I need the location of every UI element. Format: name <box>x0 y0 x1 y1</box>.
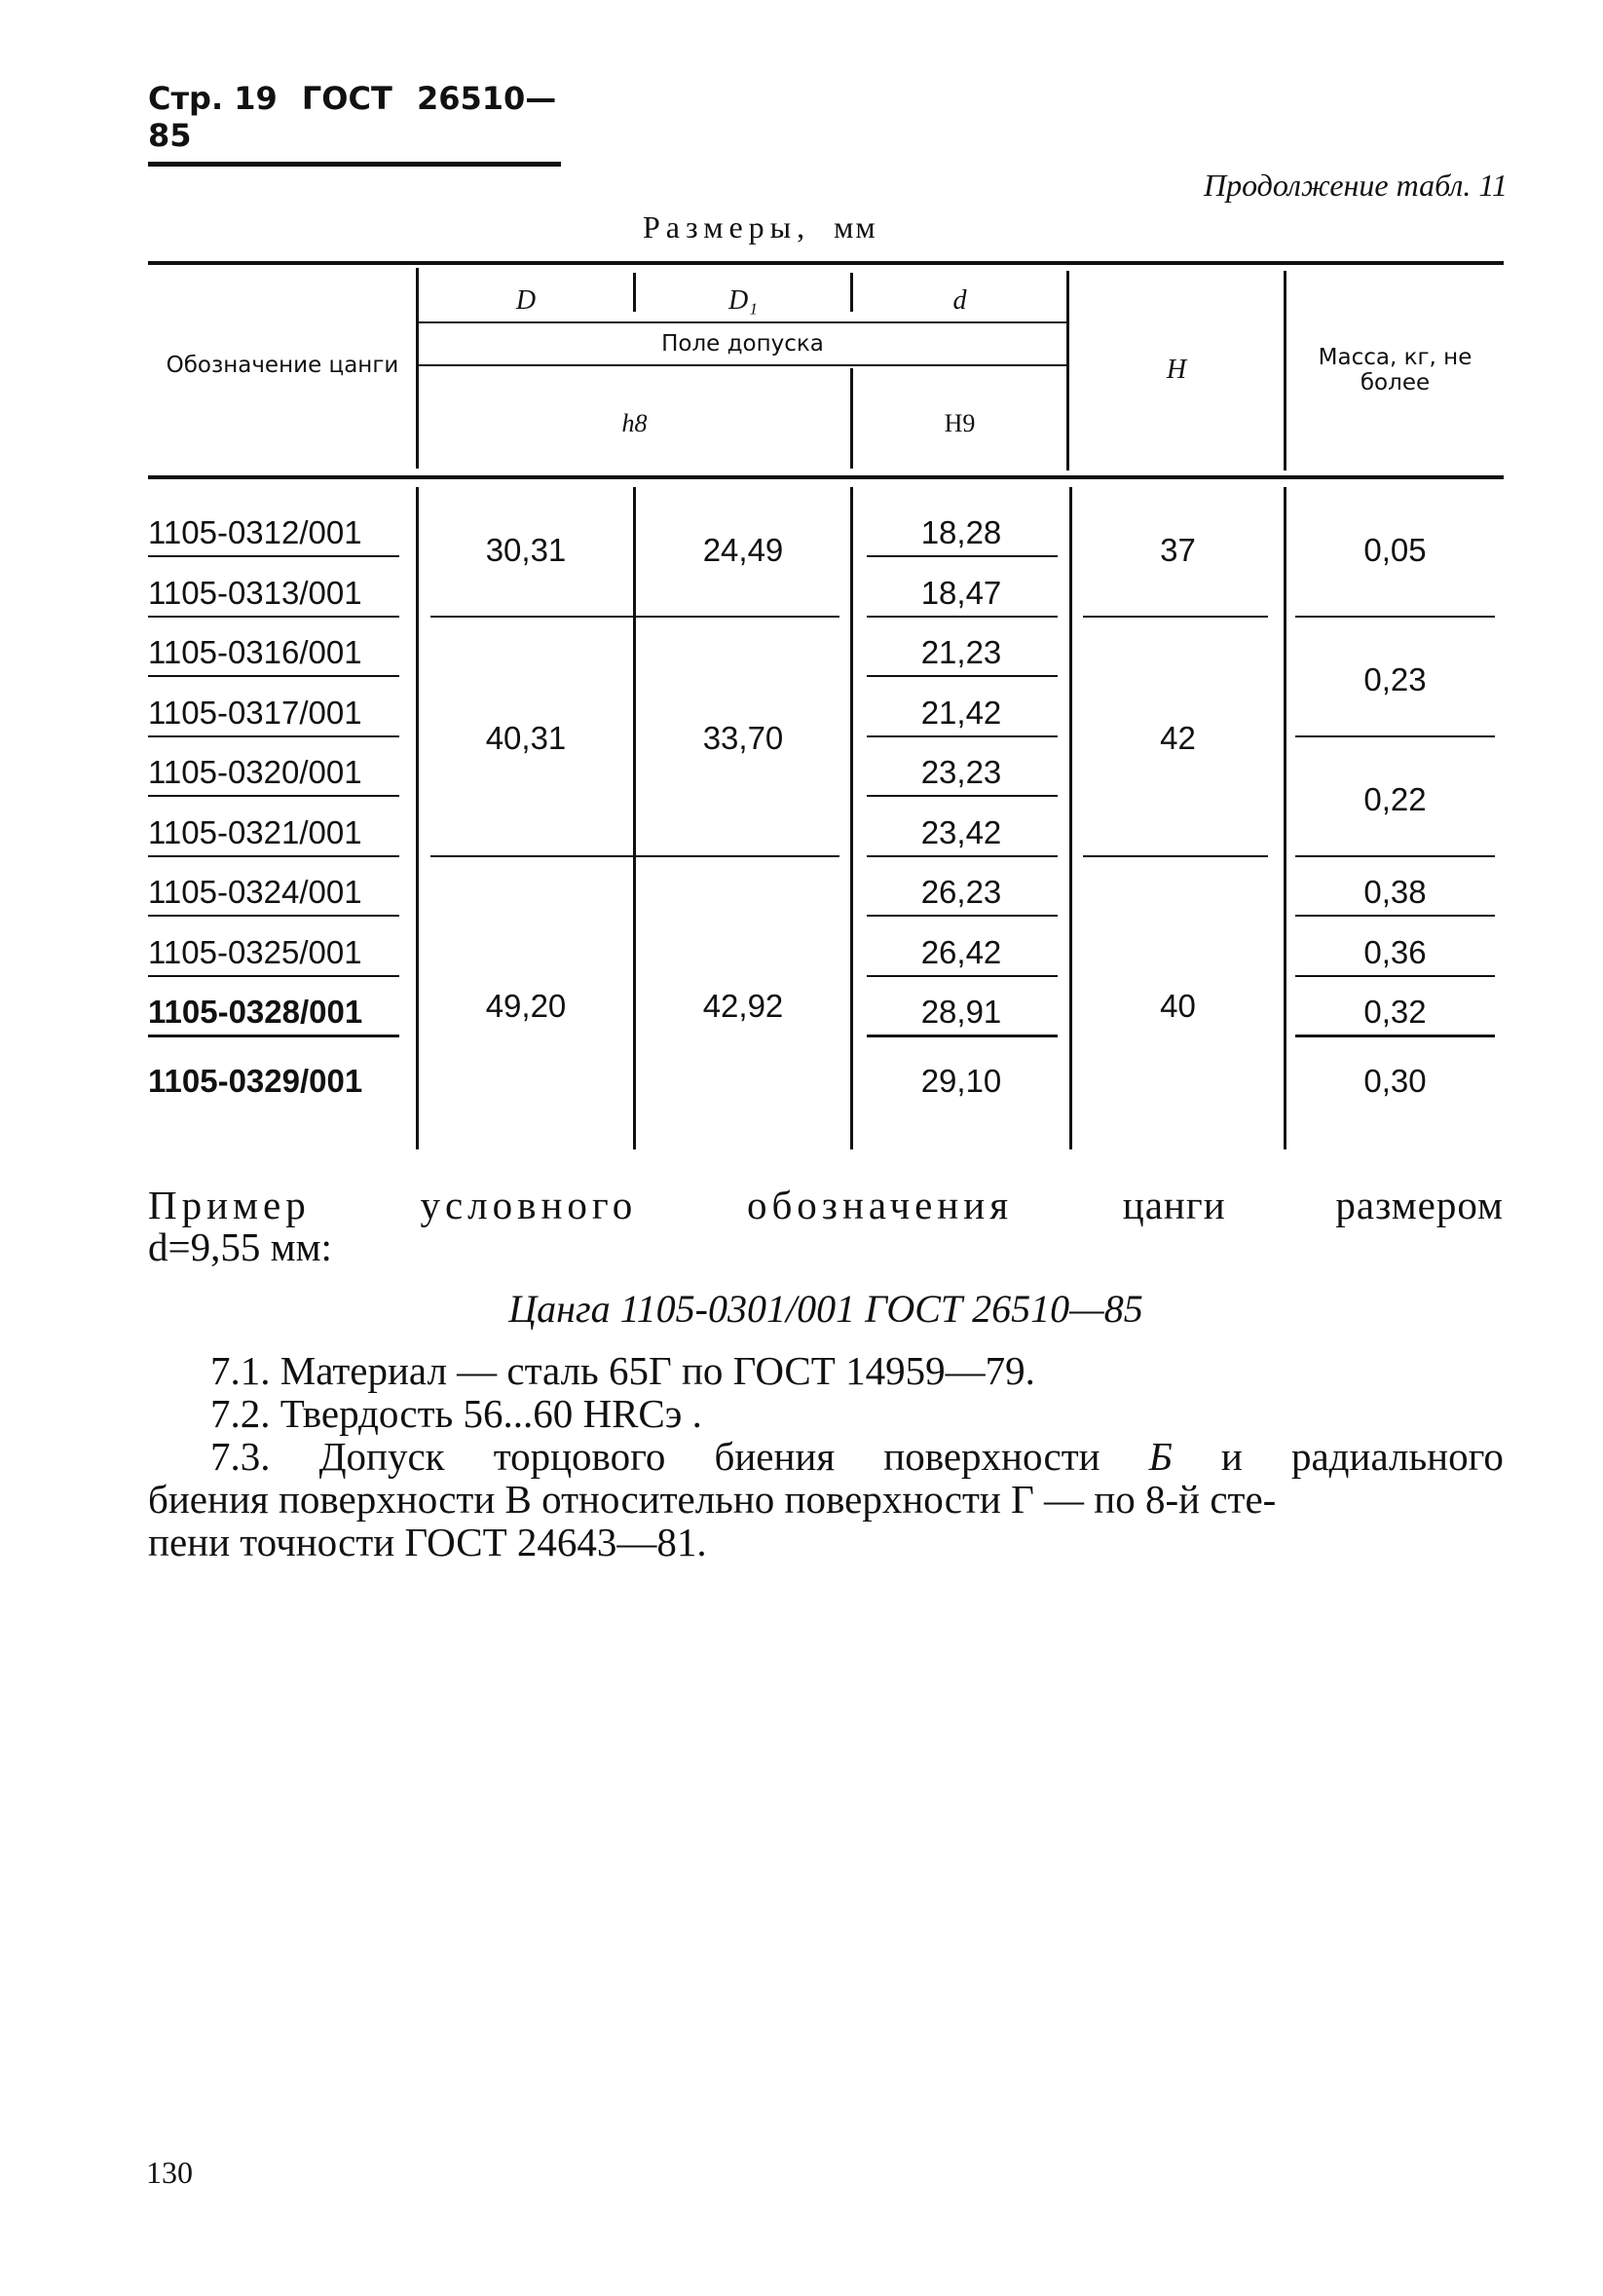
d-rule <box>867 855 1058 857</box>
page-label: Стр. 19 <box>148 80 278 117</box>
item-word: и <box>1220 1434 1243 1479</box>
header-H9: H9 <box>944 409 976 437</box>
header-d: d <box>952 285 967 316</box>
item-7-2: 7.2. Твердость 56...60 HRCэ . <box>210 1391 702 1436</box>
example-word: обозначения <box>746 1183 1014 1227</box>
row-rule <box>148 975 399 977</box>
group-rule <box>430 616 839 618</box>
example-designation: Цанга 1105-0301/001 ГОСТ 26510—85 <box>508 1287 1143 1331</box>
designation-cell: 1105-0321/001 <box>148 814 362 850</box>
example-intro-line1 <box>148 1184 1504 1226</box>
d-rule <box>867 616 1058 618</box>
body-divider <box>1069 487 1072 1149</box>
item-7-3-line1 <box>148 1435 1504 1478</box>
header-D1: D₁ <box>728 285 758 316</box>
designation-cell: 1105-0325/001 <box>148 934 362 970</box>
mass-value: 0,32 <box>1363 994 1427 1030</box>
mass-value: 0,23 <box>1363 661 1427 697</box>
d-rule <box>867 1035 1058 1037</box>
item-word: поверхности <box>883 1434 1100 1479</box>
row-rule <box>148 555 399 557</box>
designation-cell: 1105-0324/001 <box>148 874 362 910</box>
mass-rule <box>1295 975 1495 977</box>
item-word: радиального <box>1290 1434 1504 1479</box>
d-rule <box>867 735 1058 737</box>
header-mass: Масса, кг, не более <box>1318 345 1473 395</box>
designation-cell: 1105-0317/001 <box>148 695 362 731</box>
d-rule <box>867 675 1058 677</box>
group-rule <box>1083 855 1268 857</box>
item-word: Б <box>1148 1434 1173 1479</box>
designation-cell: 1105-0316/001 <box>148 634 362 670</box>
d-rule <box>867 795 1058 797</box>
d-rule <box>867 975 1058 977</box>
mass-value: 0,36 <box>1363 934 1427 970</box>
D1-value: 33,70 <box>702 720 784 756</box>
designation-cell: 1105-0329/001 <box>148 1063 363 1099</box>
d-value: 23,42 <box>920 814 1002 850</box>
mass-rule <box>1295 735 1495 737</box>
example-intro-line2: d=9,55 мм: <box>148 1224 332 1269</box>
header-subrule <box>419 364 1066 366</box>
d-value: 18,28 <box>920 514 1002 550</box>
D-value: 30,31 <box>485 532 567 568</box>
header-tolerance-field: Поле допуска <box>661 331 824 357</box>
D-value: 40,31 <box>485 720 567 756</box>
d-value: 26,42 <box>920 934 1002 970</box>
d-value: 21,42 <box>920 695 1002 731</box>
body-divider <box>633 487 636 1149</box>
standard-number: 26510—85 <box>148 80 557 154</box>
group-rule <box>430 855 839 857</box>
mass-value: 0,38 <box>1363 874 1427 910</box>
row-rule <box>148 855 399 857</box>
sizes-unit: мм <box>834 209 877 245</box>
example-word: размером <box>1335 1183 1504 1227</box>
item-word: 7.3. <box>210 1434 271 1479</box>
header-H: H <box>1166 355 1187 385</box>
header-D: D <box>515 285 537 316</box>
sizes-caption <box>643 209 877 245</box>
page-header <box>148 80 561 167</box>
group-rule <box>1083 616 1268 618</box>
mass-value: 0,05 <box>1363 532 1427 568</box>
mass-rule <box>1295 915 1495 917</box>
row-rule <box>148 675 399 677</box>
page-number: 130 <box>146 2155 193 2190</box>
designation-cell: 1105-0328/001 <box>148 994 363 1030</box>
header-h8: h8 <box>621 409 648 437</box>
d-rule <box>867 555 1058 557</box>
d-value: 26,23 <box>920 874 1002 910</box>
row-rule <box>148 915 399 917</box>
d-value: 21,23 <box>920 634 1002 670</box>
row-rule <box>148 616 399 618</box>
item-word: торцового <box>493 1434 666 1479</box>
d-value: 28,91 <box>920 994 1002 1030</box>
item-7-1: 7.1. Материал — сталь 65Г по ГОСТ 14959—79. <box>210 1348 1035 1393</box>
item-7-3-line2: биения поверхности В относительно поверхности Г — по 8-й сте- <box>148 1477 1277 1522</box>
item-word: Допуск <box>318 1434 445 1479</box>
item-word: биения <box>714 1434 836 1479</box>
row-rule <box>148 735 399 737</box>
d-value: 29,10 <box>920 1063 1002 1099</box>
mass-value: 0,22 <box>1363 781 1427 817</box>
mass-value: 0,30 <box>1363 1063 1427 1099</box>
d-value: 23,23 <box>920 754 1002 790</box>
D1-value: 24,49 <box>702 532 784 568</box>
table-top-rule <box>148 261 1504 265</box>
example-word: условного <box>420 1183 638 1227</box>
mass-rule <box>1295 616 1495 618</box>
D1-value: 42,92 <box>702 988 784 1024</box>
example-word: Пример <box>148 1183 311 1227</box>
H-value: 37 <box>1160 532 1196 568</box>
mass-rule <box>1295 1035 1495 1037</box>
body-divider <box>416 487 419 1149</box>
header-designation: Обозначение цанги <box>166 353 399 378</box>
item-7-3-line3: пени точности ГОСТ 24643—81. <box>148 1520 707 1564</box>
table-continuation: Продолжение табл. 11 <box>1203 168 1508 203</box>
designation-cell: 1105-0312/001 <box>148 514 362 550</box>
standard-label: ГОСТ <box>301 80 392 117</box>
H-value: 40 <box>1160 988 1196 1024</box>
row-rule <box>148 1035 399 1037</box>
designation-cell: 1105-0313/001 <box>148 575 362 611</box>
d-rule <box>867 915 1058 917</box>
D-value: 49,20 <box>485 988 567 1024</box>
H-value: 42 <box>1160 720 1196 756</box>
header-subrule <box>419 321 1066 323</box>
sizes-label: Размеры, <box>643 209 811 245</box>
row-rule <box>148 795 399 797</box>
table-header-rule <box>148 475 1504 479</box>
mass-rule <box>1295 855 1495 857</box>
example-word: цанги <box>1122 1183 1226 1227</box>
d-value: 18,47 <box>920 575 1002 611</box>
designation-cell: 1105-0320/001 <box>148 754 362 790</box>
